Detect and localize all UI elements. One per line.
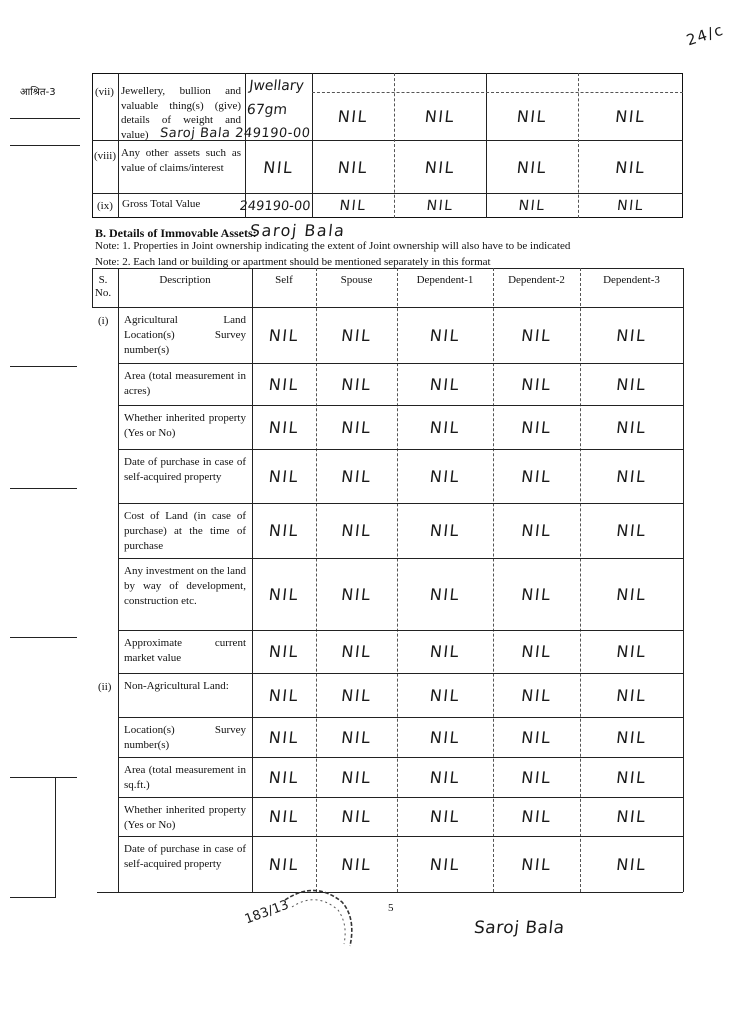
nil-value: NIL — [340, 521, 373, 540]
row-description: Area (total measurement in sq.ft.) — [124, 764, 246, 791]
row-number: (i) — [98, 315, 109, 327]
col-divider — [118, 73, 119, 218]
nil-value: NIL — [340, 854, 373, 874]
nil-value: NIL — [615, 521, 648, 540]
nil-value: NIL — [615, 727, 648, 747]
col-header-dependent-1: Dependent-1 — [416, 274, 474, 286]
nil-value: NIL — [520, 325, 553, 345]
nil-value: NIL — [520, 685, 553, 705]
nil-value: NIL — [615, 685, 648, 705]
nil-value: NIL — [428, 807, 462, 826]
nil-value: NIL — [267, 374, 301, 394]
row-description: Jewellery, bullion and valuable thing(s) (give) details of weight and value) — [121, 85, 241, 141]
nil-value: NIL — [267, 807, 301, 826]
nil-value: NIL — [267, 417, 301, 437]
nil-value: NIL — [615, 807, 648, 826]
nil-value: NIL — [267, 685, 301, 705]
nil-value: NIL — [267, 521, 301, 540]
row-description: Cost of Land (in case of purchase) at the time of purchase — [124, 510, 246, 552]
nil-value: NIL — [267, 854, 301, 874]
row-description: Location(s) Survey number(s) — [124, 724, 246, 751]
nil-value: NIL — [267, 325, 301, 345]
stamp-seal-icon — [280, 880, 360, 955]
note-1: Note: 1. Properties in Joint ownership indicating the extent of Joint ownership will also have to be indicated — [95, 240, 571, 252]
nil-value: NIL — [267, 642, 301, 661]
nil-value: NIL — [615, 417, 648, 437]
side-label: आश्रित-3 — [20, 87, 56, 98]
nil-value: NIL — [520, 727, 553, 747]
nil-value: NIL — [340, 767, 373, 787]
nil-value: NIL — [515, 106, 549, 126]
nil-value: NIL — [428, 417, 462, 437]
nil-value: NIL — [614, 106, 647, 126]
table-top-border — [92, 268, 683, 269]
nil-value: NIL — [517, 198, 547, 214]
row-description: Whether inherited property (Yes or No) — [124, 804, 246, 831]
nil-value: NIL — [423, 106, 457, 126]
margin-vertical-rule — [55, 777, 56, 897]
nil-value: NIL — [520, 807, 553, 826]
note-2: Note: 2. Each land or building or apartment should be mentioned separately in this format — [95, 256, 491, 268]
handwritten-jewellery-note: Jwellary 67gm — [245, 78, 305, 118]
heading-handwritten-name: Saroj Bala — [249, 221, 347, 240]
row-number: (viii) — [94, 150, 116, 162]
row-description: Agricultural Land Location(s) Survey number(s) — [124, 314, 246, 356]
nil-value: NIL — [267, 466, 301, 486]
row-description: Gross Total Value — [122, 198, 201, 210]
nil-value: NIL — [336, 157, 370, 177]
nil-value: NIL — [520, 466, 553, 486]
nil-value: NIL — [267, 767, 301, 787]
row-description: Non-Agricultural Land: — [124, 680, 229, 692]
nil-value: NIL — [520, 374, 553, 394]
nil-value: NIL — [340, 685, 373, 705]
nil-value: NIL — [336, 106, 370, 126]
nil-value: NIL — [614, 157, 647, 177]
nil-value: NIL — [340, 642, 373, 661]
nil-value: NIL — [520, 417, 553, 437]
nil-value: NIL — [428, 374, 462, 394]
nil-value: NIL — [615, 466, 648, 486]
handwritten-jewellery-value: Saroj Bala 249190-00 — [159, 126, 312, 141]
nil-value: NIL — [615, 584, 648, 604]
nil-value: NIL — [615, 374, 648, 394]
col-divider — [118, 268, 119, 892]
nil-value: NIL — [262, 157, 295, 177]
nil-value: NIL — [428, 466, 462, 486]
nil-value: NIL — [267, 727, 301, 747]
nil-value: NIL — [615, 854, 648, 874]
margin-rule — [10, 897, 56, 898]
margin-rule — [10, 488, 77, 489]
nil-value: NIL — [428, 584, 462, 604]
nil-value: NIL — [615, 325, 648, 345]
nil-value: NIL — [520, 642, 553, 661]
sub-divider — [312, 92, 683, 93]
row-description: Any investment on the land by way of development, construction etc. — [124, 565, 246, 607]
col-header-dependent-3: Dependent-3 — [603, 274, 660, 286]
nil-value: NIL — [428, 325, 462, 345]
row-number: (ii) — [98, 681, 112, 693]
margin-rule — [10, 366, 77, 367]
page-number: 5 — [388, 902, 394, 914]
nil-value: NIL — [340, 584, 373, 604]
col-header-self: Self — [275, 274, 293, 286]
margin-rule — [10, 777, 77, 778]
nil-value: NIL — [520, 767, 553, 787]
section-b-heading: B. Details of Immovable Assets: — [95, 226, 257, 240]
margin-rule — [10, 145, 80, 146]
row-description: Any other assets such as value of claims/interest — [121, 147, 241, 174]
row-number: (ix) — [97, 200, 113, 212]
nil-value: NIL — [515, 157, 549, 177]
nil-value: NIL — [340, 417, 373, 437]
nil-value: NIL — [428, 642, 462, 661]
nil-value: NIL — [616, 198, 645, 214]
nil-value: NIL — [428, 685, 462, 705]
row-description: Whether inherited property (Yes or No) — [124, 412, 246, 439]
margin-rule — [10, 118, 80, 119]
nil-value: NIL — [267, 584, 301, 604]
nil-value: NIL — [520, 521, 553, 540]
margin-rule — [10, 637, 77, 638]
row-description: Date of purchase in case of self-acquired property — [124, 843, 246, 870]
signature: Saroj Bala — [472, 918, 566, 938]
nil-value: NIL — [428, 727, 462, 747]
row-description: Date of purchase in case of self-acquired property — [124, 456, 246, 483]
col-header-description: Description — [159, 274, 211, 286]
col-header-dependent-2: Dependent-2 — [508, 274, 565, 286]
corner-handwritten-note: 24/c — [684, 20, 727, 50]
row-description: Approximate current market value — [124, 637, 246, 664]
nil-value: NIL — [615, 642, 648, 661]
nil-value: NIL — [428, 521, 462, 540]
row-description: Area (total measurement in acres) — [124, 370, 246, 397]
nil-value: NIL — [520, 584, 553, 604]
nil-value: NIL — [338, 198, 368, 214]
nil-value: NIL — [340, 466, 373, 486]
nil-value: NIL — [520, 854, 553, 874]
col-header-spouse: Spouse — [340, 274, 373, 286]
nil-value: NIL — [340, 807, 373, 826]
stamp-note: 183/13 — [242, 897, 291, 928]
row-divider — [97, 892, 683, 893]
nil-value: NIL — [428, 767, 462, 787]
nil-value: NIL — [615, 767, 648, 787]
nil-value: NIL — [340, 727, 373, 747]
nil-value: NIL — [340, 374, 373, 394]
nil-value: NIL — [423, 157, 457, 177]
col-header-sno: S. No. — [94, 274, 112, 299]
nil-value: NIL — [428, 854, 462, 874]
gross-total-value: 249190-00 — [238, 198, 312, 214]
row-number: (vii) — [95, 86, 114, 98]
nil-value: NIL — [340, 325, 373, 345]
nil-value: NIL — [425, 198, 455, 214]
